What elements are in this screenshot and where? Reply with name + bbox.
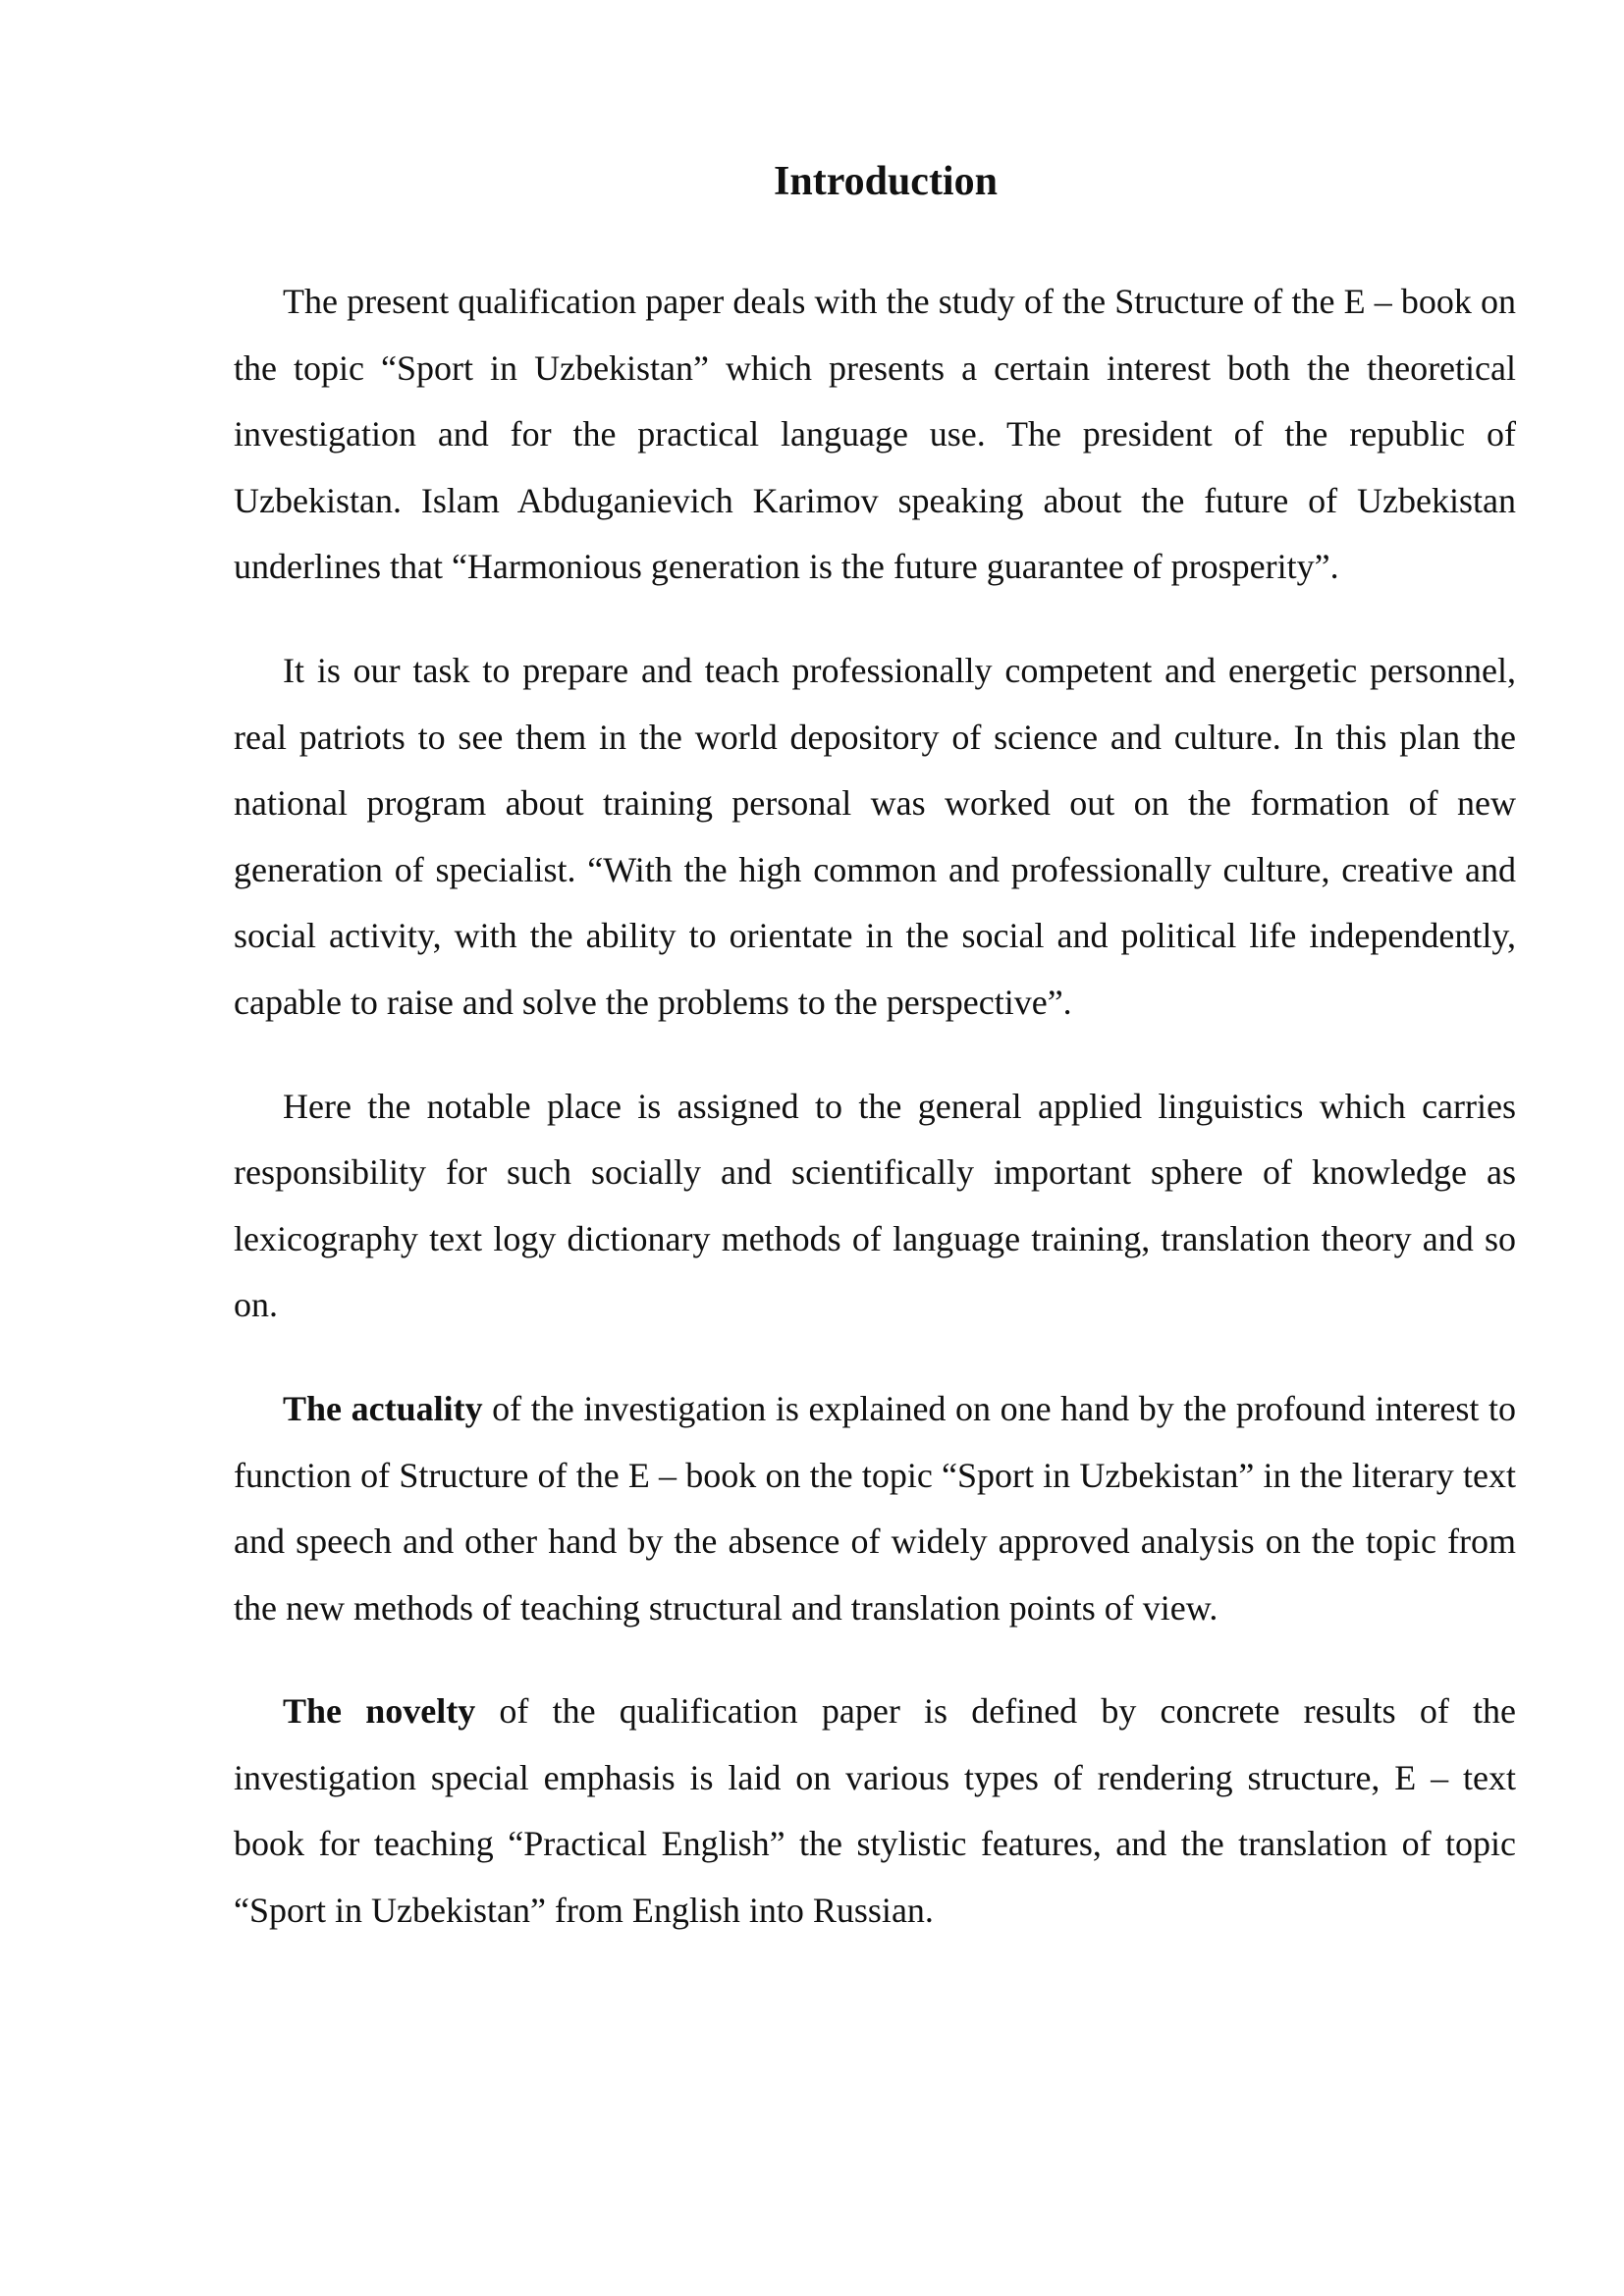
- paragraph-novelty: [234, 1679, 1516, 1944]
- actuality-text: of the investigation is explained on one hand by the profound interest to function of Structure of the E – book on the topic “Sport in Uzbekistan” in the literary text and speech and other hand by the absence of widely approved analysis on the topic from the new methods of teaching structural and translation points of view.: [234, 1388, 1516, 1628]
- paragraph-2: [234, 638, 1516, 1037]
- actuality-lead: The actuality: [283, 1388, 483, 1428]
- paragraph-3-text: Here the notable place is assigned to the general applied linguistics which carries responsibility for such socially and scientifically important sphere of knowledge as lexicography text logy dictionary methods of language training, translation theory and so on.: [234, 1086, 1516, 1325]
- novelty-text: of the qualification paper is defined by concrete results of the investigation special emphasis is laid on various types of rendering structure, E – text book for teaching “Practical English” the stylistic features, and the translation of topic “Sport in Uzbekistan” from English into Russian.: [234, 1691, 1516, 1931]
- page-content: [234, 147, 1516, 1982]
- novelty-lead: The novelty: [283, 1691, 476, 1732]
- page-title: Introduction: [774, 159, 998, 204]
- paragraph-2-text: It is our task to prepare and teach professionally competent and energetic personnel, real patriots to see them in the world depository of science and culture. In this plan the national program about training personal was worked out on the formation of new generation of specialist. “With the high common and professionally culture, creative and social activity, with the ability to orientate in the social and political life independently, capable to raise and solve the problems to the perspective”.: [234, 650, 1516, 1022]
- paragraph-1-text: The present qualification paper deals with the study of the Structure of the E – book on the topic “Sport in Uzbekistan” which presents a certain interest both the theoretical investigation and for the practical language use. The president of the republic of Uzbekistan. Islam Abduganievich Karimov speaking about the future of Uzbekistan underlines that “Harmonious generation is the future guarantee of prosperity”.: [234, 282, 1516, 587]
- paragraph-1: [234, 269, 1516, 601]
- paragraph-3: [234, 1074, 1516, 1339]
- paragraph-actuality: [234, 1376, 1516, 1641]
